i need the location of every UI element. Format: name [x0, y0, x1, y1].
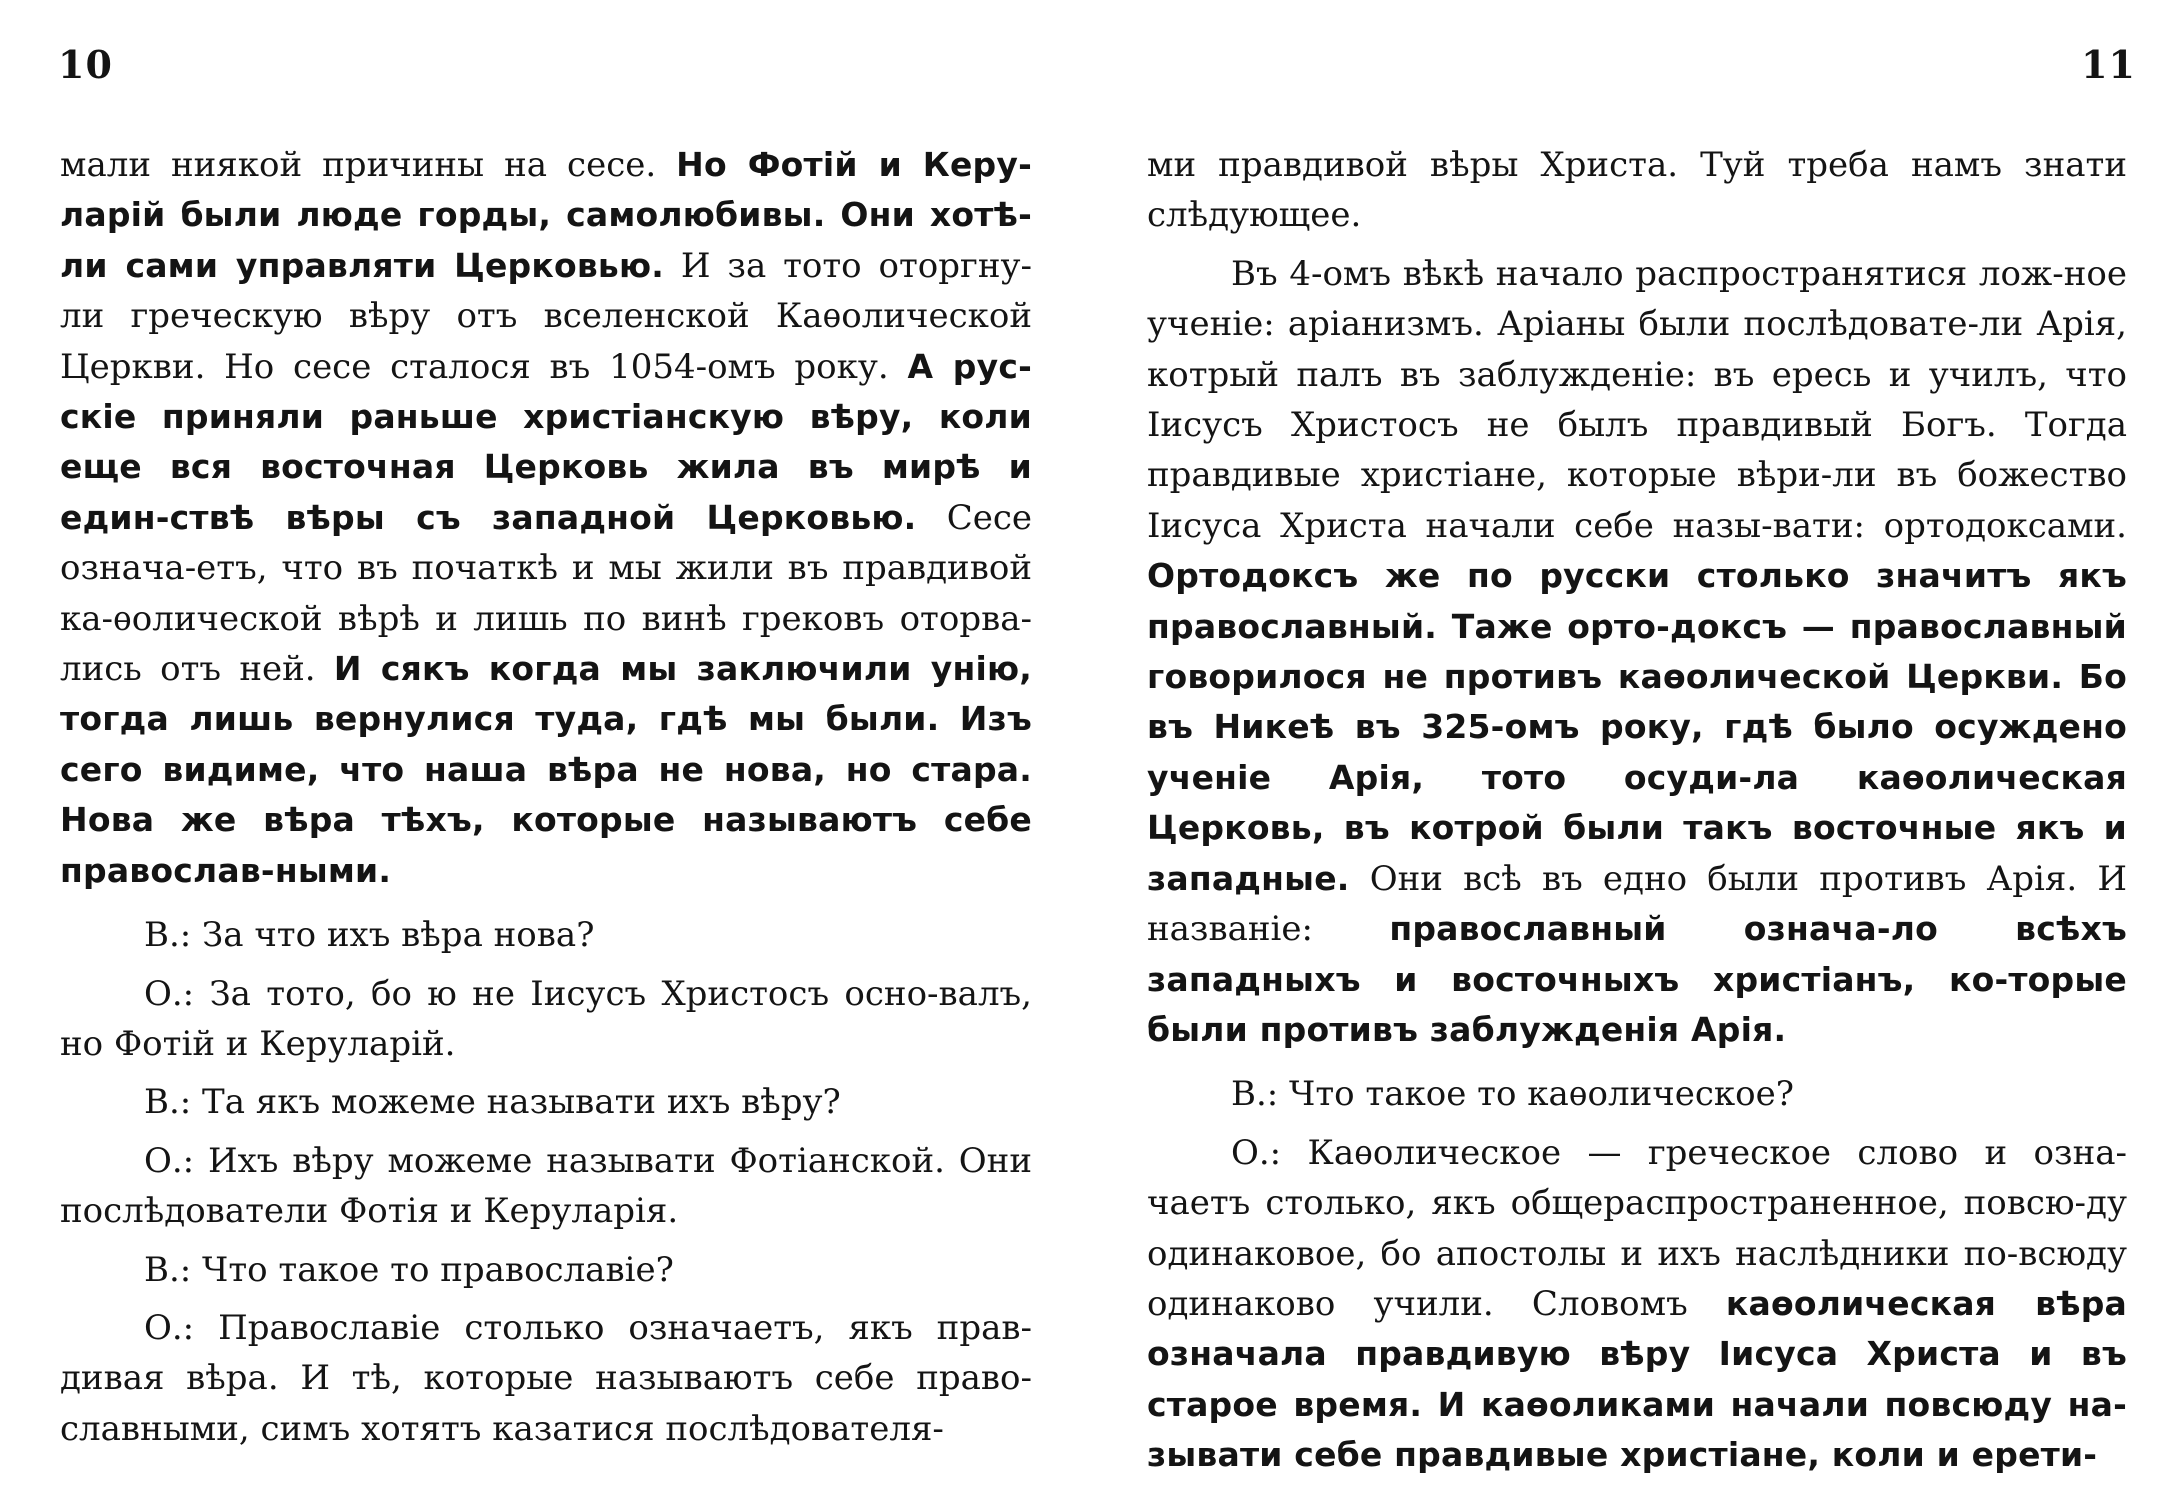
bold-run: И сякъ когда мы заключили унію, тогда лишь вернулися туда, гдѣ мы были. Изъ сего видиме, что наша вѣра не нова, но стара. Нова же вѣра тѣхъ, которые называютъ себе православ-ными.	[60, 649, 1032, 890]
question: В.: Та якъ можеме называти ихъ вѣру?	[144, 1082, 841, 1123]
question: В.: Что такое то каѳолическое?	[1231, 1074, 1794, 1115]
text-run: мали ниякой причины на сесе.	[60, 145, 677, 185]
answer: О.: За тото, бо ю не Іисусъ Христосъ осно-валъ, но Фотій и Керуларій.	[60, 973, 1032, 1064]
paragraph: ми правдивой вѣры Христа. Туй треба намъ знати слѣдующее.	[1147, 145, 2127, 236]
answer: О.: Ихъ вѣру можеме называти Фотіанской. Они послѣдователи Фотія и Керуларія.	[60, 1140, 1032, 1232]
bold-run: Ортодоксъ же по русски столько значитъ якъ православный. Таже орто-доксъ — православный говорилося не противъ каѳолической Церкви. Бо въ Никеѣ въ 325-омъ року, гдѣ было осуждено ученіе Арія, тото осуди-ла каѳолическая Церковь, въ котрой были такъ восточные якъ и западные.	[1147, 556, 2127, 898]
page-number-right: 11	[2081, 42, 2136, 87]
answer: О.: Православіе столько означаетъ, якъ прав-дивая вѣра. И тѣ, которые называютъ себе право-славными, симъ хотятъ казатися послѣдователя-	[60, 1307, 1032, 1449]
bold-run: православный означа-ло всѣхъ западныхъ и восточныхъ христіанъ, ко-торые были противъ заблужденія Арія.	[1147, 909, 2127, 1049]
text-run: И за тото оторгну-ли греческую вѣру отъ вселенской Каѳолической Церкви. Но сесе сталося въ 1054-омъ року.	[60, 245, 1032, 387]
question: В.: За что ихъ вѣра нова?	[144, 915, 595, 956]
paragraph	[1147, 249, 2127, 1056]
answer	[1147, 1128, 2127, 1481]
paragraph	[60, 140, 1032, 896]
text-run: Они всѣ въ едно были противъ Арія. И названіе:	[1147, 858, 2127, 950]
bold-run: А рус-скіе приняли раньше христіанскую вѣру, коли еще вся восточная Церковь жила въ мирѣ и един-ствѣ вѣры съ западной Церковью.	[60, 346, 1033, 537]
bold-run: каѳолическая вѣра означала правдивую вѣру Іисуса Христа и въ старое время. И каѳоликами начали повсюду на-зывати себе правдивые христіане, коли и ерети-	[1147, 1283, 2127, 1475]
right-page	[1085, 0, 2170, 1500]
left-column	[60, 140, 1032, 1454]
text-run: Въ 4-омъ вѣкѣ начало распространятися лож-ное ученіе: аріанизмъ. Аріаны были послѣдовате-ли Арія, котрый палъ въ заблужденіе: въ ересь и училъ, что Іисусъ Христосъ не былъ правдивый Богъ. Тогда правдивые христіане, которые вѣри-ли въ божество Іисуса Христа начали себе назы-вати: ортодоксами.	[1147, 253, 2127, 546]
page-number-left: 10	[58, 42, 113, 87]
text-run: Сесе означа-етъ, что въ початкѣ и мы жили въ правдивой ка-ѳолической вѣрѣ и лишь по винѣ грековъ оторва-лись отъ ней.	[60, 497, 1032, 690]
right-column	[1147, 140, 2127, 1481]
text-run: О.: Каѳолическое — греческое слово и озна-чаетъ столько, якъ общераспространенное, повсю-ду одинаковое, бо апостолы и ихъ наслѣдники по-всюду одинаково учили. Словомъ	[1147, 1132, 2127, 1324]
bold-run: Но Фотій и Керу-ларій были люде горды, самолюбивы. Они хотѣ-ли сами управляти Церковью.	[60, 145, 1032, 285]
question: В.: Что такое то православіе?	[144, 1249, 674, 1290]
